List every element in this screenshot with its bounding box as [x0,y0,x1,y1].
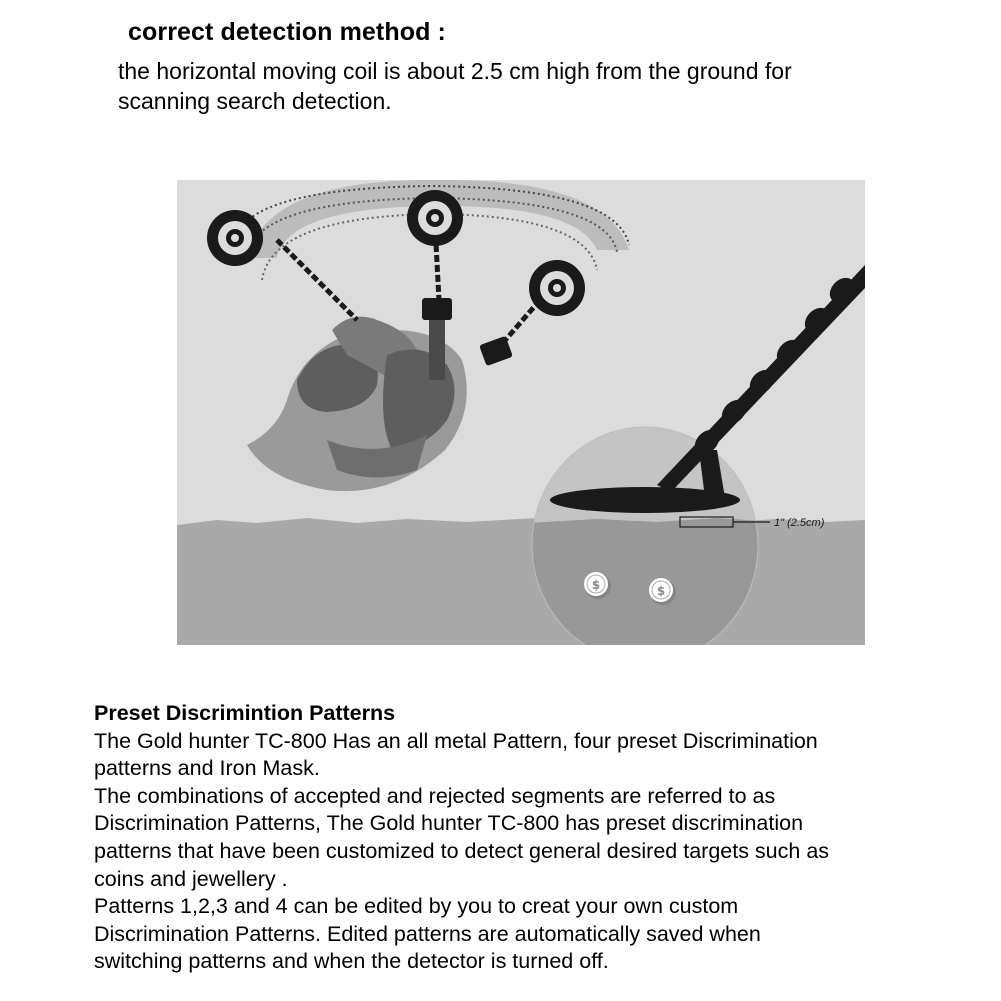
detection-illustration [177,180,865,645]
section-line: Discrimination Patterns. Edited patterns are automatically saved when [94,921,761,946]
page-heading: correct detection method : [128,18,446,46]
section-line: patterns that have been customized to detect general desired targets such as [94,838,830,863]
coin-symbol: $ [591,578,601,592]
detector-coil-middle [407,190,463,246]
section-line: switching patterns and when the detector is turned off. [94,949,609,974]
detector-coil-large [550,487,740,513]
section-line: patterns and Iron Mask. [94,756,320,781]
illustration-svg [177,180,865,645]
height-label: 1" (2.5cm) [774,517,825,529]
section-line: The combinations of accepted and rejected segments are referred to as [94,783,776,808]
coin-symbol: $ [656,584,666,598]
intro-line: scanning search detection. [118,88,392,114]
preset-patterns-section [94,700,974,976]
intro-paragraph [118,56,918,116]
section-line: Patterns 1,2,3 and 4 can be edited by you to creat your own custom [94,894,739,919]
section-line: coins and jewellery . [94,866,288,891]
detector-coil-left [207,210,263,266]
detector-coil-right [529,260,585,316]
section-line: The Gold hunter TC-800 Has an all metal Pattern, four preset Discrimination [94,728,818,753]
ground-area [177,518,865,645]
section-line: Discrimination Patterns, The Gold hunter TC-800 has preset discrimination [94,811,804,836]
section-title: Preset Discrimintion Patterns [94,701,396,725]
intro-line: the horizontal moving coil is about 2.5 cm high from the ground for [118,58,792,84]
